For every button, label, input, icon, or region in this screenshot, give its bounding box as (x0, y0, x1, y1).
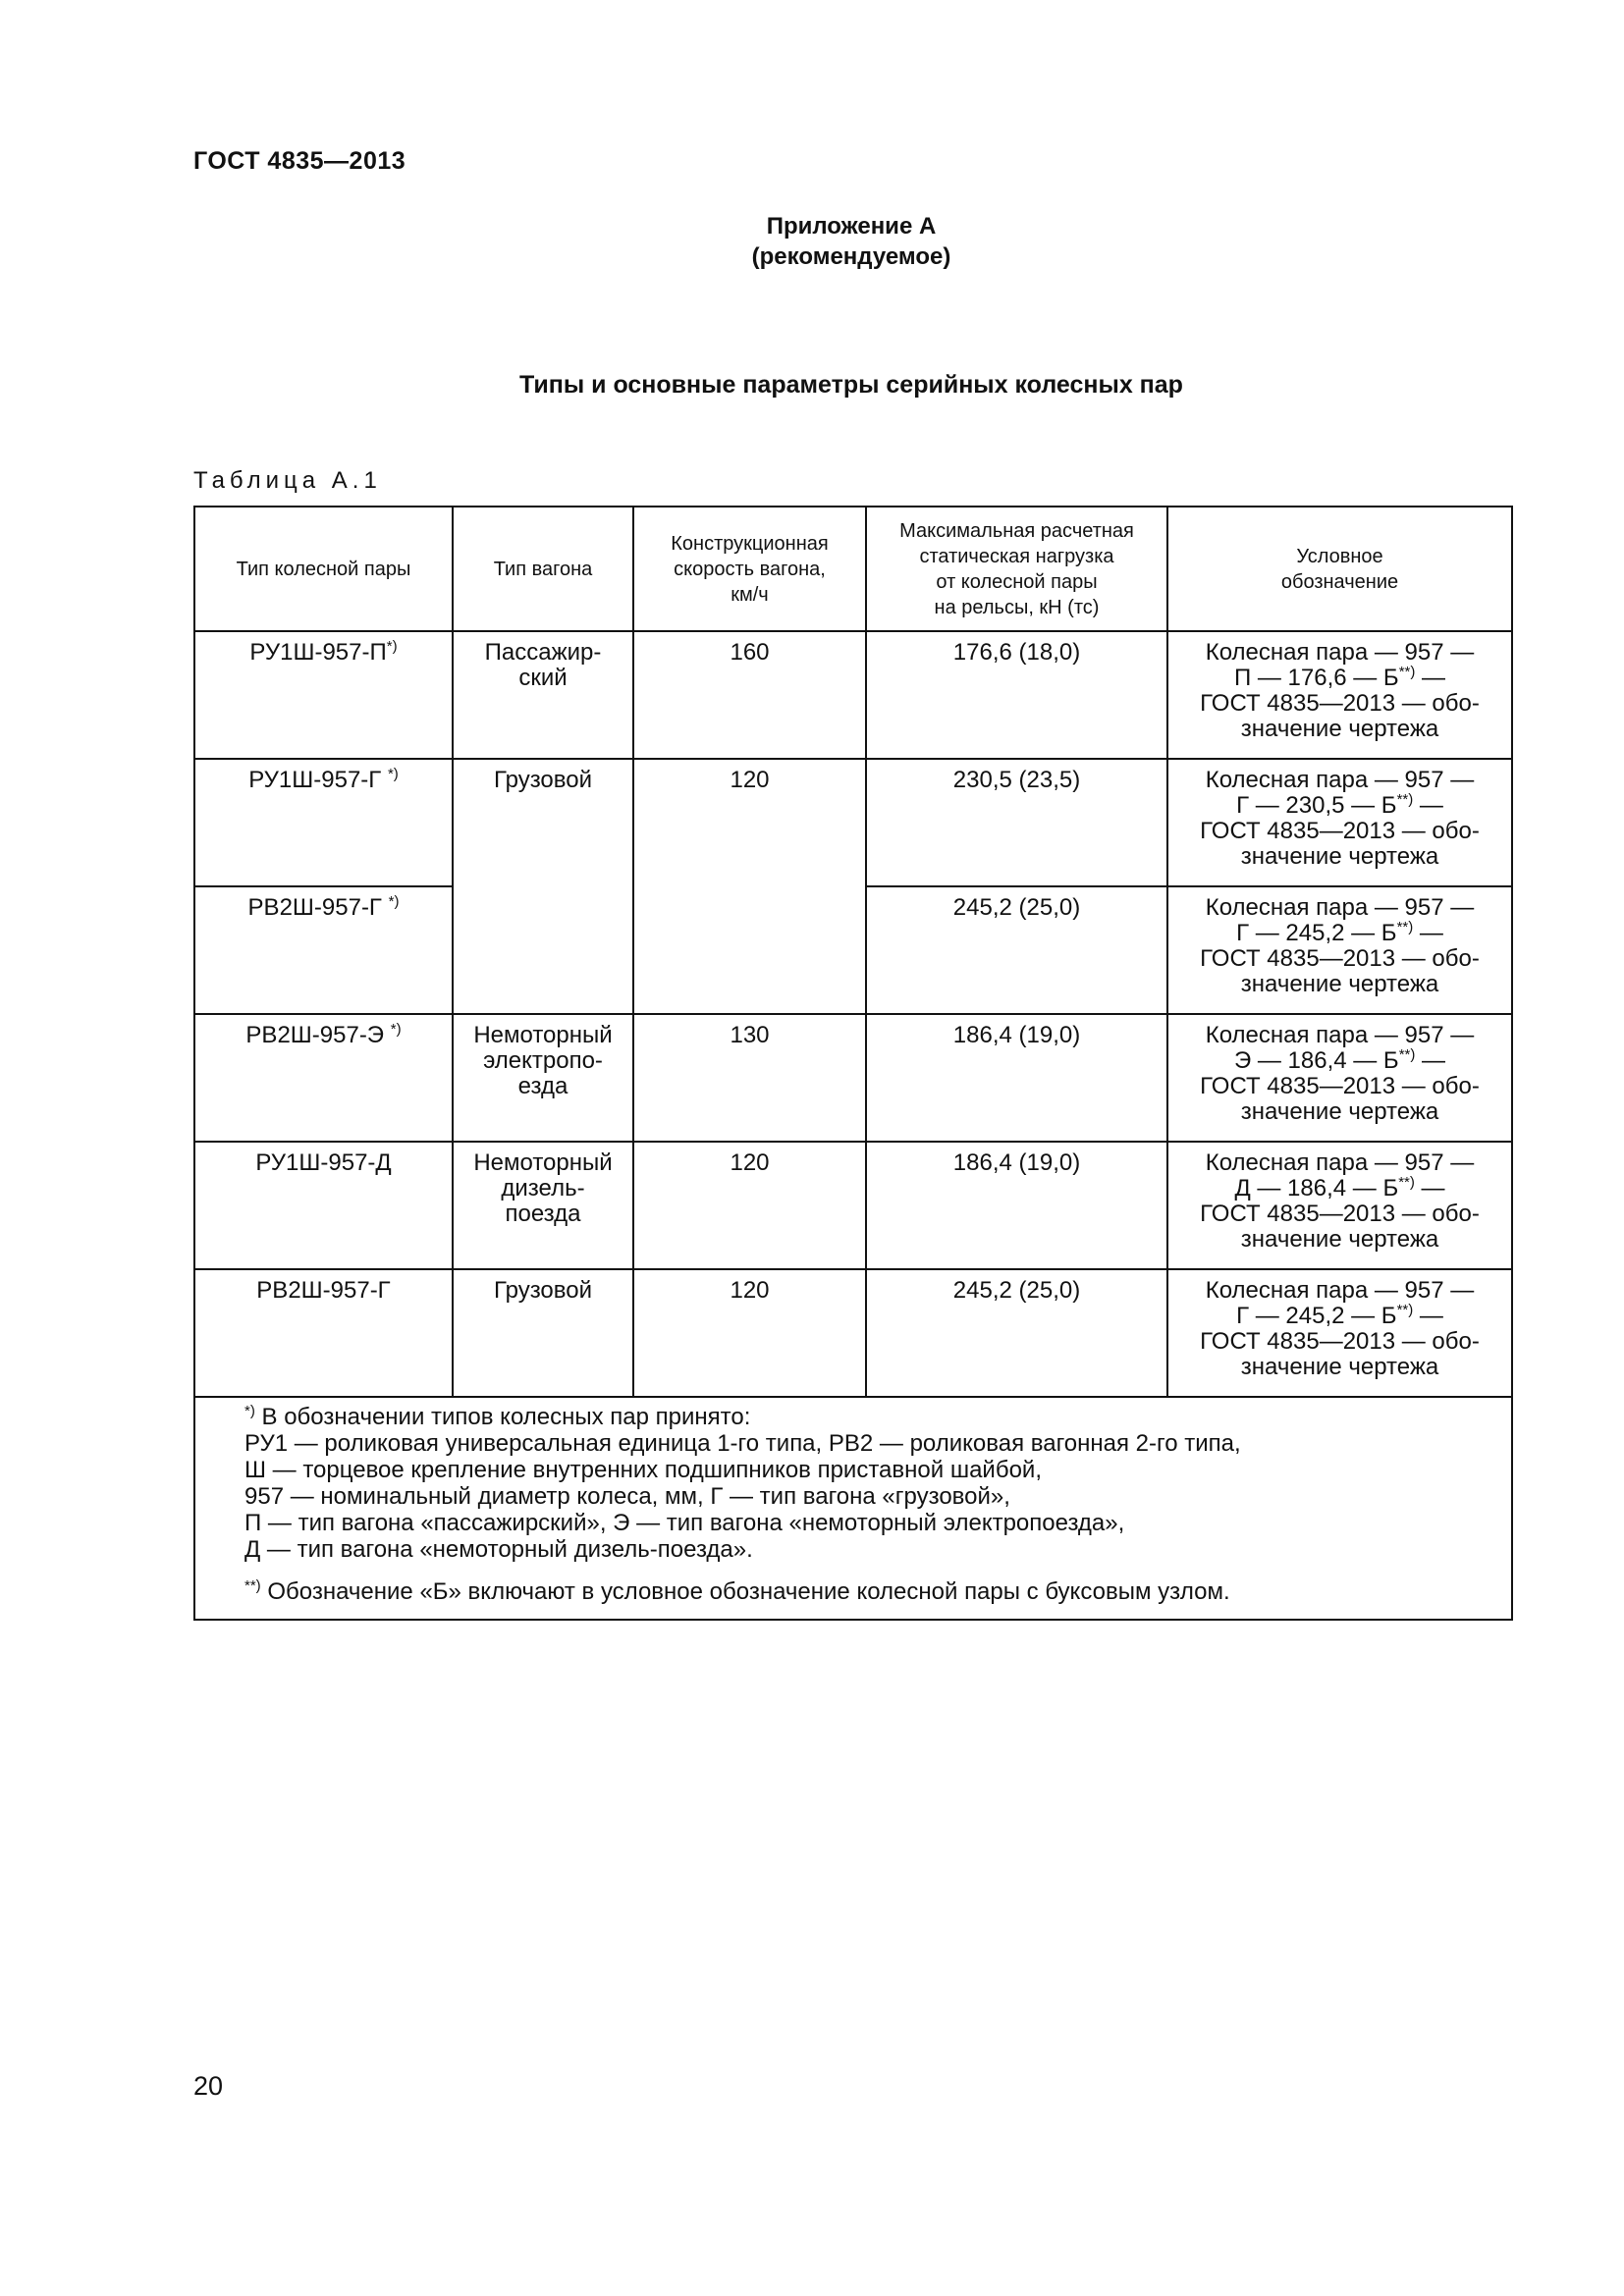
cell-wheelset-type: РВ2Ш-957-Г (194, 1269, 453, 1397)
cell-speed: 120 (633, 1269, 866, 1397)
header-wheelset-type: Тип колесной пары (194, 507, 453, 631)
appendix-heading (0, 211, 1624, 272)
table-caption: Таблица А.1 (193, 467, 382, 494)
document-code: ГОСТ 4835—2013 (193, 147, 406, 175)
header-designation: Условное обозначение (1167, 507, 1512, 631)
cell-car-type: Грузовой (453, 759, 633, 1014)
cell-designation: Колесная пара — 957 — Г — 245,2 — Б**) — ГОСТ 4835—2013 — обо- значение чертежа (1167, 1269, 1512, 1397)
cell-load: 245,2 (25,0) (866, 1269, 1167, 1397)
cell-load: 176,6 (18,0) (866, 631, 1167, 759)
cell-load: 186,4 (19,0) (866, 1142, 1167, 1269)
table-header-row (194, 507, 1512, 631)
cell-car-type: Пассажир- ский (453, 631, 633, 759)
cell-load: 245,2 (25,0) (866, 886, 1167, 1014)
cell-designation: Колесная пара — 957 — П — 176,6 — Б**) — ГОСТ 4835—2013 — обо- значение чертежа (1167, 631, 1512, 759)
header-car-type: Тип вагона (453, 507, 633, 631)
cell-car-type: Немоторный дизель- поезда (453, 1142, 633, 1269)
table-row (194, 1142, 1512, 1269)
cell-wheelset-type: РУ1Ш-957-П*) (194, 631, 453, 759)
cell-wheelset-type: РУ1Ш-957-Г *) (194, 759, 453, 886)
note-1: *) В обозначении типов колесных пар принято: (244, 1403, 751, 1430)
table-notes-row (194, 1397, 1512, 1620)
appendix-title: Приложение А (766, 213, 937, 240)
header-speed: Конструкционная скорость вагона, км/ч (633, 507, 866, 631)
table-row (194, 1014, 1512, 1142)
table-row (194, 759, 1512, 886)
table-notes: *) В обозначении типов колесных пар принято: РУ1 — роликовая универсальная единица 1-го типа, РВ2 — роликовая вагонная 2-го типа, Ш — торцевое крепление внутренних подшипников приставной шайбой, 957 — номинальный диаметр колеса, мм, Г — тип вагона «грузовой», П — тип вагона «пассажирский», Э — тип вагона «немоторный электропоезда», Д — тип вагона «немоторный дизель-поезда». **) Обозначение «Б» включают в условное обозначение колесной пары с буксовым узлом. (194, 1397, 1512, 1620)
cell-designation: Колесная пара — 957 — Г — 245,2 — Б**) — ГОСТ 4835—2013 — обо- значение чертежа (1167, 886, 1512, 1014)
cell-load: 186,4 (19,0) (866, 1014, 1167, 1142)
cell-designation: Колесная пара — 957 — Д — 186,4 — Б**) — ГОСТ 4835—2013 — обо- значение чертежа (1167, 1142, 1512, 1269)
cell-wheelset-type: РУ1Ш-957-Д (194, 1142, 453, 1269)
wheelset-table (193, 506, 1513, 1621)
cell-designation: Колесная пара — 957 — Г — 230,5 — Б**) — ГОСТ 4835—2013 — обо- значение чертежа (1167, 759, 1512, 886)
cell-speed: 130 (633, 1014, 866, 1142)
cell-designation: Колесная пара — 957 — Э — 186,4 — Б**) — ГОСТ 4835—2013 — обо- значение чертежа (1167, 1014, 1512, 1142)
cell-car-type: Грузовой (453, 1269, 633, 1397)
table-row (194, 631, 1512, 759)
appendix-kind: (рекомендуемое) (751, 243, 951, 270)
cell-speed: 120 (633, 759, 866, 1014)
cell-speed: 160 (633, 631, 866, 759)
cell-car-type: Немоторный электропо- езда (453, 1014, 633, 1142)
cell-speed: 120 (633, 1142, 866, 1269)
section-title: Типы и основные параметры серийных колесных пар (519, 371, 1183, 399)
cell-wheelset-type: РВ2Ш-957-Э *) (194, 1014, 453, 1142)
cell-wheelset-type: РВ2Ш-957-Г *) (194, 886, 453, 1014)
page-number: 20 (193, 2071, 224, 2101)
note-2: **) Обозначение «Б» включают в условное обозначение колесной пары с буксовым узлом. (244, 1577, 1230, 1605)
header-load: Максимальная расчетная статическая нагрузка от колесной пары на рельсы, кН (тс) (866, 507, 1167, 631)
table-row (194, 1269, 1512, 1397)
cell-load: 230,5 (23,5) (866, 759, 1167, 886)
